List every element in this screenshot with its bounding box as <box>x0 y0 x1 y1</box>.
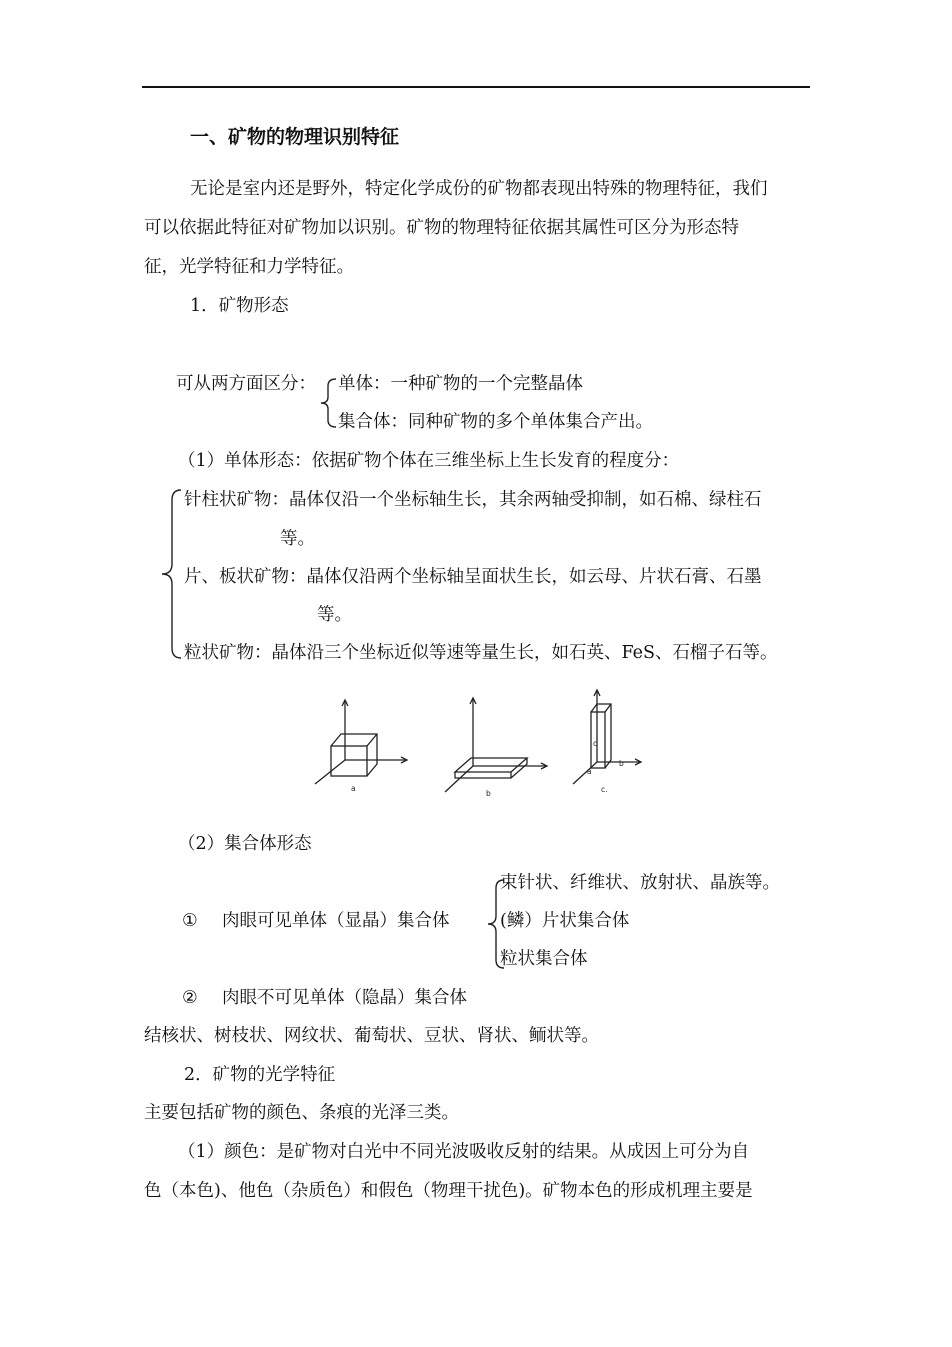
color-para-line-2: 色（本色)、他色（杂质色）和假色（物理干扰色)。矿物本色的形成机理主要是 <box>144 1181 753 1201</box>
visible-aggregate-label: 肉眼可见单体（显晶）集合体 <box>222 911 450 931</box>
hidden-aggregate-examples: 结核状、树枝状、网纹状、葡萄状、豆状、肾状、鲕状等。 <box>144 1026 599 1046</box>
axis-label-a: a <box>587 767 592 776</box>
subsection-title-morphology: 1．矿物形态 <box>190 296 289 316</box>
optical-intro: 主要包括矿物的颜色、条痕的光泽三类。 <box>144 1103 459 1123</box>
two-sides-brace <box>316 376 340 430</box>
crystal-habit-figure <box>305 688 657 800</box>
marker-1: ① <box>182 911 198 931</box>
figure-label-c: c. <box>601 785 608 794</box>
axis-label-b: b <box>619 759 624 768</box>
hidden-aggregate-label: 肉眼不可见单体（隐晶）集合体 <box>222 988 467 1008</box>
acicular-line-2: 等。 <box>280 529 315 549</box>
section-heading: 一、矿物的物理识别特征 <box>190 126 400 148</box>
intro-line-2: 可以依据此特征对矿物加以识别。矿物的物理特征依据其属性可区分为形态特 <box>144 218 739 238</box>
header-rule <box>142 86 810 88</box>
intro-line-3: 征，光学特征和力学特征。 <box>144 257 354 277</box>
figure-label-b: b <box>486 789 491 798</box>
figure-c-prism <box>573 690 641 784</box>
figure-a-cube <box>315 700 407 784</box>
single-forms-brace <box>156 486 184 662</box>
platy-line-2: 等。 <box>317 605 352 625</box>
platy-line-1: 片、板状矿物：晶体仅沿两个坐标轴呈面状生长，如云母、片状石膏、石墨 <box>184 567 762 587</box>
acicular-line-1: 针柱状矿物：晶体仅沿一个坐标轴生长，其余两轴受抑制，如石棉、绿柱石 <box>184 490 762 510</box>
axis-label-c: c <box>593 739 598 748</box>
single-crystal-definition: 单体：一种矿物的一个完整晶体 <box>338 374 583 394</box>
figure-label-a: a <box>351 784 356 793</box>
subsection-title-optical: 2．矿物的光学特征 <box>184 1065 336 1085</box>
visible-aggregate-item-2: (鳞）片状集合体 <box>500 911 630 931</box>
figure-b-plate <box>445 698 547 792</box>
aggregate-form-title: （2）集合体形态 <box>178 834 312 854</box>
visible-aggregate-item-3: 粒状集合体 <box>500 949 588 969</box>
two-sides-label: 可从两方面区分： <box>176 374 316 394</box>
aggregate-definition: 集合体：同种矿物的多个单体集合产出。 <box>338 412 653 432</box>
color-para-line-1: （1）颜色：是矿物对白光中不同光波吸收反射的结果。从成因上可分为自 <box>178 1142 750 1162</box>
marker-2: ② <box>182 988 198 1008</box>
single-form-title: （1）单体形态：依据矿物个体在三维坐标上生长发育的程度分： <box>178 451 680 471</box>
visible-aggregate-item-1: 束针状、纤维状、放射状、晶族等。 <box>500 873 780 893</box>
granular-line: 粒状矿物：晶体沿三个坐标近似等速等量生长，如石英、FeS、石榴子石等。 <box>184 643 778 663</box>
intro-line-1: 无论是室内还是野外，特定化学成份的矿物都表现出特殊的物理特征，我们 <box>190 179 768 199</box>
